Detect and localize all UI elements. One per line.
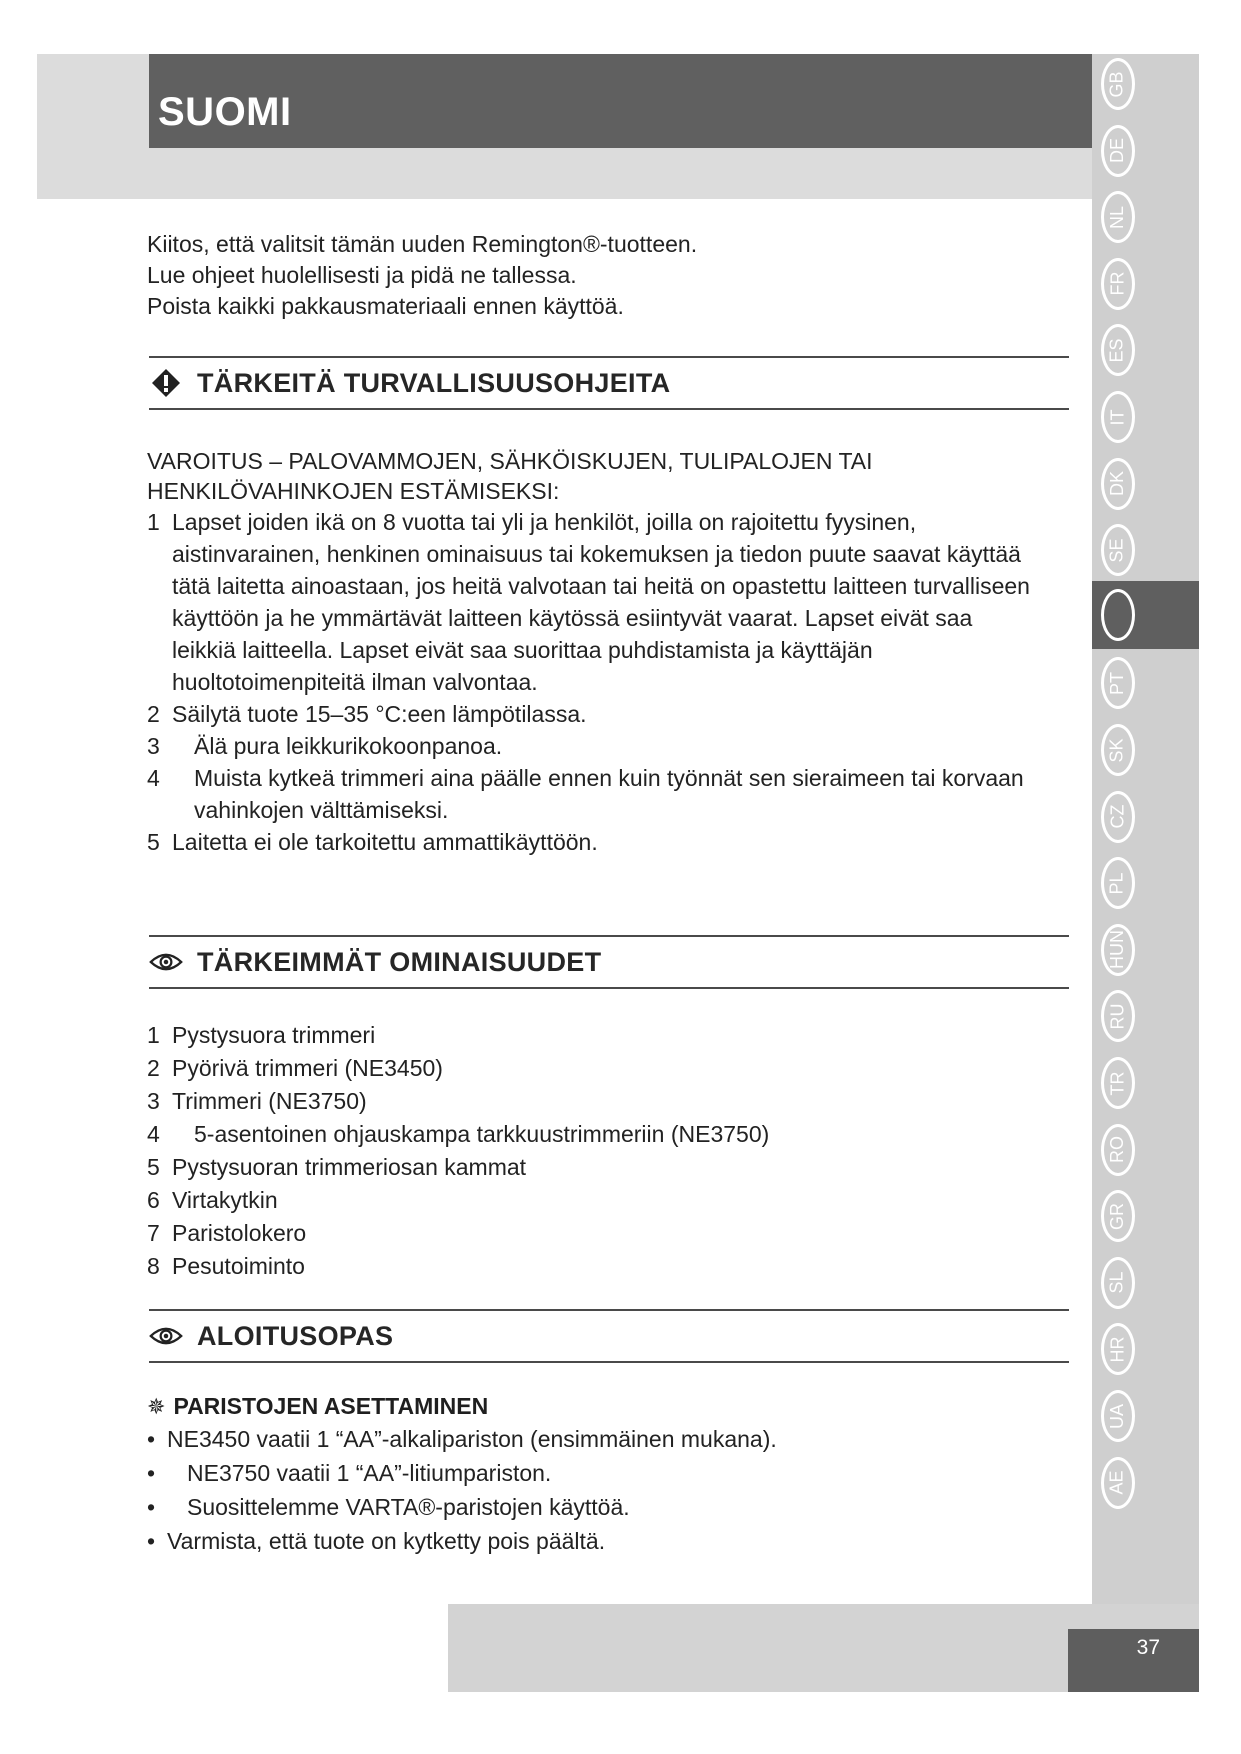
language-tab-fi[interactable] — [1092, 581, 1199, 649]
language-tab-tr[interactable] — [1092, 1053, 1143, 1113]
language-label: NL — [1106, 205, 1127, 229]
language-ring — [1101, 857, 1135, 909]
language-label: IT — [1107, 409, 1127, 425]
feature-item — [147, 1184, 1037, 1217]
item-text: Laitetta ei ole tarkoitettu ammattikäyttöön. — [172, 829, 598, 855]
item-text: Trimmeri (NE3750) — [172, 1088, 367, 1114]
language-label: SL — [1107, 1271, 1127, 1294]
language-ring — [1101, 1390, 1135, 1442]
bullet-item — [147, 1422, 777, 1456]
item-text: 5-asentoinen ohjauskampa tarkkuustrimmeriin (NE3750) — [194, 1121, 770, 1147]
item-number: 2 — [147, 701, 160, 727]
battery-subheading-text: PARISTOJEN ASETTAMINEN — [173, 1393, 489, 1419]
item-text: Muista kytkeä trimmeri aina päälle ennen kuin työnnät sen sieraimeen tai korvaan vahinkojen välttämiseksi. — [194, 765, 1024, 823]
quickstart-heading-text: ALOITUSOPAS — [197, 1320, 394, 1351]
page-number: 37 — [1136, 1636, 1160, 1659]
eye-icon — [149, 945, 183, 979]
language-ring — [1101, 1257, 1135, 1309]
language-tab-ae[interactable] — [1092, 1453, 1143, 1513]
language-label: RU — [1107, 1003, 1127, 1030]
language-label: HUN — [1107, 930, 1127, 970]
item-text: Pesutoiminto — [172, 1253, 305, 1279]
language-tab-pt[interactable] — [1092, 653, 1143, 713]
language-ring — [1101, 458, 1135, 510]
quickstart-heading — [149, 1309, 1069, 1363]
language-label: GB — [1106, 70, 1127, 98]
bullet-text: Suosittelemme VARTA®-paristojen käyttöä. — [187, 1494, 630, 1520]
bullet-text: Varmista, että tuote on kytketty pois päältä. — [167, 1528, 606, 1554]
item-number: 2 — [147, 1055, 160, 1081]
features-heading — [149, 935, 1069, 989]
language-ring — [1101, 1323, 1135, 1375]
language-ring — [1101, 58, 1135, 110]
language-tab-nl[interactable] — [1092, 187, 1143, 247]
warning-title: HENKILÖVAHINKOJEN ESTÄMISEKSI: — [147, 478, 560, 504]
safety-item — [147, 506, 1037, 698]
feature-item — [147, 1118, 1037, 1151]
bullet-dot: • — [147, 1494, 156, 1520]
language-label: DK — [1106, 471, 1127, 497]
language-label: PL — [1107, 872, 1127, 895]
language-ring — [1101, 324, 1135, 376]
language-ring — [1101, 391, 1135, 443]
item-number: 3 — [147, 1088, 160, 1114]
bullet-item — [147, 1490, 777, 1524]
item-number: 1 — [147, 509, 160, 535]
bullet-text: NE3450 vaatii 1 “AA”-alkalipariston (ensimmäinen mukana). — [167, 1426, 777, 1452]
intro-line: Lue ohjeet huolellisesti ja pidä ne tallessa. — [147, 262, 577, 288]
language-label: ES — [1106, 338, 1127, 363]
language-tab-sk[interactable] — [1092, 720, 1143, 780]
language-ring — [1101, 1057, 1135, 1109]
features-heading-text: TÄRKEIMMÄT OMINAISUUDET — [197, 946, 602, 977]
language-ring — [1101, 990, 1135, 1042]
item-text: Säilytä tuote 15–35 °C:een lämpötilassa. — [172, 701, 587, 727]
language-tab-pl[interactable] — [1092, 853, 1143, 913]
safety-heading-text: TÄRKEITÄ TURVALLISUUSOHJEITA — [197, 367, 671, 398]
sun-icon: ✵ — [147, 1393, 166, 1419]
bullet-text: NE3750 vaatii 1 “AA”-litiumpariston. — [187, 1460, 552, 1486]
safety-item — [147, 698, 1037, 730]
language-ring — [1101, 191, 1135, 243]
item-number: 7 — [147, 1220, 160, 1246]
language-tab-sl[interactable] — [1092, 1253, 1143, 1313]
item-number: 4 — [147, 765, 160, 791]
language-ring — [1101, 924, 1135, 976]
feature-item — [147, 1052, 1037, 1085]
language-tab-se[interactable] — [1092, 520, 1143, 580]
item-number: 6 — [147, 1187, 160, 1213]
item-number: 5 — [147, 829, 160, 855]
language-label: FR — [1107, 271, 1127, 296]
item-text: Pyörivä trimmeri (NE3450) — [172, 1055, 443, 1081]
item-text: Pystysuora trimmeri — [172, 1022, 376, 1048]
feature-item — [147, 1151, 1037, 1184]
safety-body — [147, 446, 1037, 858]
feature-item — [147, 1250, 1037, 1283]
item-text: Lapset joiden ikä on 8 vuotta tai yli ja henkilöt, joilla on rajoitettu fyysinen, aistinvarainen, henkinen ominaisuus tai kokemuksen ja tiedon puute saavat käyttää tätä laitetta ainoastaan, jos heitä valvotaan tai heitä on opastettu laitteen turvalliseen käyttöön ja he ymmärtävät laitteen käytössä esiintyvät vaarat. Lapset eivät saa leikkiä laitteella. Lapset eivät saa suorittaa puhdistamista ja käyttäjän huoltotoimenpiteitä ilman valvontaa. — [172, 509, 1030, 695]
language-ring — [1101, 724, 1135, 776]
language-label: GR — [1107, 1202, 1127, 1230]
feature-item — [147, 1085, 1037, 1118]
language-label: SK — [1106, 737, 1127, 763]
bullet-dot: • — [147, 1426, 156, 1452]
bullet-item — [147, 1456, 777, 1490]
language-tab-hr[interactable] — [1092, 1319, 1143, 1379]
language-tab-ua[interactable] — [1092, 1386, 1143, 1446]
features-list — [147, 1019, 1037, 1283]
safety-item — [147, 826, 1037, 858]
bullet-item — [147, 1524, 777, 1558]
item-text: Paristolokero — [172, 1220, 307, 1246]
language-ring — [1101, 258, 1135, 310]
language-label: UA — [1106, 1403, 1127, 1429]
item-number: 3 — [147, 733, 160, 759]
battery-subheading — [147, 1393, 488, 1420]
feature-item — [147, 1019, 1037, 1052]
bullet-dot: • — [147, 1460, 156, 1486]
language-label: PT — [1106, 671, 1127, 695]
language-ring — [1101, 1457, 1135, 1509]
language-label: RO — [1107, 1136, 1127, 1164]
language-tab-es[interactable] — [1092, 320, 1143, 380]
language-ring — [1101, 524, 1135, 576]
language-ring — [1101, 589, 1135, 641]
feature-item — [147, 1217, 1037, 1250]
item-number: 4 — [147, 1121, 160, 1147]
language-tab-it[interactable] — [1092, 387, 1143, 447]
language-label: TR — [1107, 1071, 1127, 1095]
safety-heading — [149, 356, 1069, 410]
language-label: AE — [1106, 1470, 1127, 1495]
warning-icon — [149, 366, 183, 400]
language-tab-de[interactable] — [1092, 121, 1143, 181]
language-ring — [1101, 125, 1135, 177]
intro-line: Kiitos, että valitsit tämän uuden Remington®-tuotteen. — [147, 231, 698, 257]
language-tab-gr[interactable] — [1092, 1186, 1143, 1246]
item-text: Virtakytkin — [172, 1187, 278, 1213]
language-label: DE — [1106, 138, 1127, 164]
language-tab-hun[interactable] — [1092, 920, 1143, 980]
warning-title: VAROITUS – PALOVAMMOJEN, SÄHKÖISKUJEN, TULIPALOJEN TAI — [147, 448, 873, 474]
language-ring — [1101, 1124, 1135, 1176]
language-label: CZ — [1107, 804, 1127, 829]
page-title: SUOMI — [158, 90, 292, 134]
safety-item — [147, 762, 1037, 826]
language-ring — [1101, 657, 1135, 709]
bullet-dot: • — [147, 1528, 156, 1554]
safety-item — [147, 730, 1037, 762]
intro-text — [147, 229, 697, 322]
item-number: 1 — [147, 1022, 160, 1048]
item-number: 5 — [147, 1154, 160, 1180]
intro-line: Poista kaikki pakkausmateriaali ennen käyttöä. — [147, 293, 624, 319]
language-tab-cz[interactable] — [1092, 787, 1143, 847]
eye-icon — [149, 1319, 183, 1353]
language-ring — [1101, 791, 1135, 843]
item-text: Pystysuoran trimmeriosan kammat — [172, 1154, 527, 1180]
language-tab-fr[interactable] — [1092, 254, 1143, 314]
language-tab-gb[interactable] — [1092, 54, 1143, 114]
language-tab-ro[interactable] — [1092, 1120, 1143, 1180]
language-label: SE — [1106, 538, 1127, 563]
item-text: Älä pura leikkurikokoonpanoa. — [194, 733, 503, 759]
item-number: 8 — [147, 1253, 160, 1279]
language-ring — [1101, 1190, 1135, 1242]
language-tab-ru[interactable] — [1092, 986, 1143, 1046]
language-label: HR — [1107, 1336, 1127, 1363]
language-tab-dk[interactable] — [1092, 454, 1143, 514]
battery-bullets — [147, 1422, 777, 1558]
